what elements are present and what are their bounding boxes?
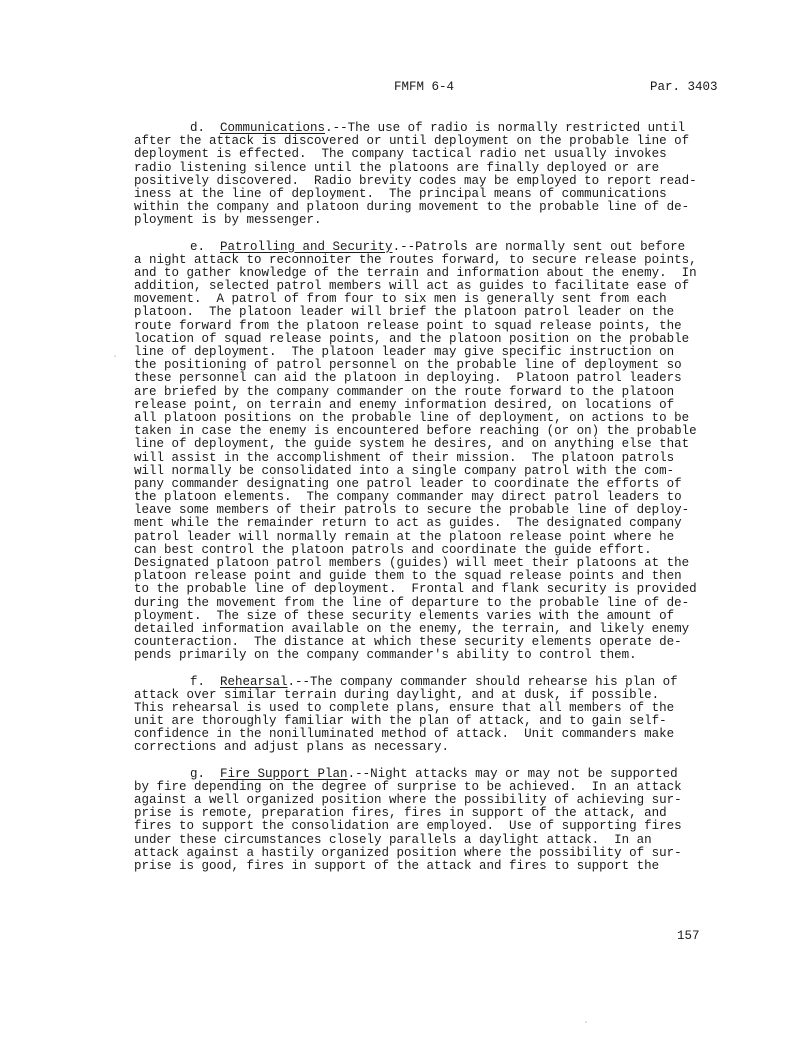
paragraph-line: line of deployment. The platoon leader may give specific instruction on xyxy=(134,345,675,359)
paragraph-line: .--The company commander should rehearse his plan of xyxy=(287,674,678,689)
paragraph-line: the platoon elements. The company commander may direct patrol leaders to xyxy=(134,490,682,505)
paragraph-line: and to gather knowledge of the terrain and information about the enemy. In xyxy=(134,265,697,280)
paragraph-label: d. xyxy=(190,121,206,135)
paragraph-line: .--Patrols are normally sent out before xyxy=(392,239,686,254)
paragraph-line: platoon. The platoon leader will brief the platoon patrol leader on the xyxy=(134,305,675,320)
paragraph-line: will normally be consolidated into a single company patrol with the com- xyxy=(134,463,675,478)
paragraph-heading: Fire Support Plan xyxy=(220,766,348,781)
paragraph-line: ployment is by messenger. xyxy=(134,213,322,228)
paragraph-line: to the probable line of deployment. Frontal and flank security is provided xyxy=(134,582,697,597)
paragraph-first-line xyxy=(134,768,724,781)
paragraph-line: a night attack to reconnoiter the routes forward, to secure release points, xyxy=(134,252,697,267)
paragraph-heading: Patrolling and Security xyxy=(220,239,393,254)
paragraph-rehearsal xyxy=(134,676,724,755)
paragraph-heading: Rehearsal xyxy=(220,674,288,689)
paragraph-line: confidence in the nonilluminated method of attack. Unit commanders make xyxy=(134,727,675,742)
paragraph-line: within the company and platoon during movement to the probable line of de- xyxy=(134,200,690,215)
paragraph-line: detailed information available on the enemy, the terrain, and likely enemy xyxy=(134,621,690,636)
paragraph-line: line of deployment, the guide system he desires, and on anything else that xyxy=(134,437,690,452)
paragraph-line: counteraction. The distance at which these security elements operate de- xyxy=(134,635,682,650)
paragraph-line: release point, on terrain and enemy information desired, on locations of xyxy=(134,397,675,412)
scan-speck: · xyxy=(583,1018,590,1029)
paragraph-label: e. xyxy=(190,239,206,254)
paragraph-line: corrections and adjust plans as necessary. xyxy=(134,740,450,755)
paragraph-line: pany commander designating one patrol leader to coordinate the efforts of xyxy=(134,476,682,491)
paragraph-label: g. xyxy=(190,766,206,781)
paragraph-line: location of squad release points, and the platoon position on the probable xyxy=(134,331,690,346)
paragraph-line: under these circumstances closely parallels a daylight attack. In an xyxy=(134,832,652,847)
paragraph-line: after the attack is discovered or until deployment on the probable line of xyxy=(134,134,690,149)
paragraph-line: ployment. The size of these security elements varies with the amount of xyxy=(134,608,675,623)
paragraph-line: addition, selected patrol members will act as guides to facilitate ease of xyxy=(134,279,690,294)
paragraph-line: against a well organized position where the possibility of achieving sur- xyxy=(134,793,682,807)
page-number: 157 xyxy=(677,929,700,943)
paragraph-line: platoon release point and guide them to the squad release points and then xyxy=(134,569,682,584)
paragraph-line: prise is good, fires in support of the attack and fires to support the xyxy=(134,858,660,873)
paragraph-line: can best control the platoon patrols and coordinate the guide effort. xyxy=(134,542,652,557)
paragraph-line: unit are thoroughly familiar with the plan of attack, and to gain self- xyxy=(134,714,667,729)
paragraph-line: attack over similar terrain during daylight, and at dusk, if possible. xyxy=(134,687,660,702)
paragraph-line: the positioning of patrol personnel on the probable line of deployment so xyxy=(134,358,682,373)
paragraph-line: deployment is effected. The company tactical radio net usually invokes xyxy=(134,147,667,162)
paragraph-line: fires to support the consolidation are employed. Use of supporting fires xyxy=(134,819,682,834)
paragraph-line: Designated platoon patrol members (guides) will meet their platoons at the xyxy=(134,556,690,570)
paragraph-line: route forward from the platoon release point to squad release points, the xyxy=(134,318,682,333)
paragraph-label: f. xyxy=(190,674,206,689)
paragraph-line: all platoon positions on the probable line of deployment, on actions to be xyxy=(134,410,690,425)
paragraph-line: movement. A patrol of from four to six men is generally sent from each xyxy=(134,292,667,307)
scan-speck: · xyxy=(112,352,119,363)
paragraph-line: patrol leader will normally remain at the platoon release point where he xyxy=(134,529,675,544)
paragraph-line: pends primarily on the company commander's ability to control them. xyxy=(134,648,637,663)
paragraph-line: iness at the line of deployment. The principal means of communications xyxy=(134,186,667,201)
paragraph-heading: Communications xyxy=(220,121,326,135)
manual-title: FMFM 6-4 xyxy=(394,80,455,94)
paragraph-line: This rehearsal is used to complete plans, ensure that all members of the xyxy=(134,700,675,715)
paragraph-line: .--The use of radio is normally restricted until xyxy=(325,121,686,135)
paragraph-line: ment while the remainder return to act as guides. The designated company xyxy=(134,516,682,531)
paragraph-line: .--Night attacks may or may not be supported xyxy=(347,766,678,781)
paragraph-line: during the movement from the line of departure to the probable line of de- xyxy=(134,595,690,610)
paragraph-first-line xyxy=(134,676,724,689)
paragraph-line: positively discovered. Radio brevity codes may be employed to report read- xyxy=(134,173,697,188)
paragraph-line: these personnel can aid the platoon in deploying. Platoon patrol leaders xyxy=(134,371,682,386)
paragraph-line: leave some members of their patrols to secure the probable line of deploy- xyxy=(134,503,690,518)
paragraph-line: by fire depending on the degree of surprise to be achieved. In an attack xyxy=(134,779,682,794)
paragraph-line: will assist in the accomplishment of their mission. The platoon patrols xyxy=(134,450,675,465)
paragraph-line: attack against a hastily organized position where the possibility of sur- xyxy=(134,845,682,860)
paragraph-line: taken in case the enemy is encountered before reaching (or on) the probable xyxy=(134,424,697,439)
paragraph-reference: Par. 3403 xyxy=(650,80,718,94)
paragraph-patrolling-and-security xyxy=(134,241,724,663)
paragraph-fire-support-plan xyxy=(134,768,724,874)
paragraph-line: are briefed by the company commander on the route forward to the platoon xyxy=(134,384,675,399)
paragraph-first-line xyxy=(134,241,724,254)
paragraph-line: prise is remote, preparation fires, fires in support of the attack, and xyxy=(134,806,667,821)
paragraph-line: radio listening silence until the platoons are finally deployed or are xyxy=(134,160,660,175)
body-text xyxy=(134,122,724,886)
paragraph-communications xyxy=(134,122,724,228)
page-header xyxy=(0,80,806,100)
